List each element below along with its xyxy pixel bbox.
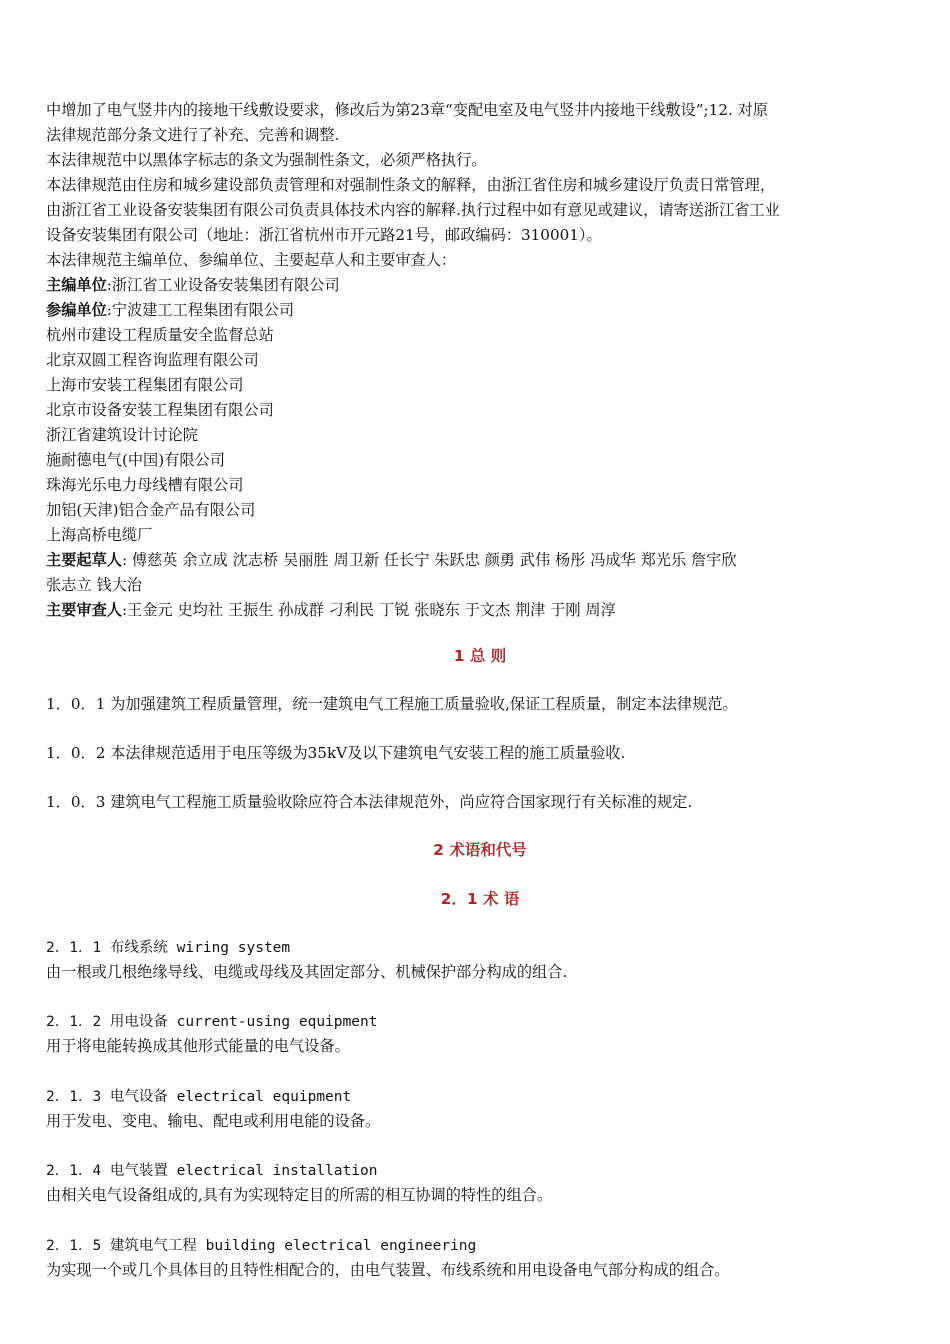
participating-unit: 浙江省建筑设计讨论院 [46,426,198,444]
chief-editor-value: :浙江省工业设备安装集团有限公司 [106,276,340,294]
reviewers-value: :王金元 史均社 王振生 孙成群 刁利民 丁锐 张晓东 于文杰 荆津 于刚 周淳 [121,601,616,619]
clause-1-0-1: 1．0．1 为加强建筑工程质量管理，统一建筑电气工程施工质量验收,保证工程质量，制定本法律规范。 [46,695,738,713]
section-2-1-title: 2．1 术 语 [440,890,520,908]
participating-unit: 北京双圆工程咨询监理有限公司 [46,351,259,369]
participating-unit: 加铝(天津)铝合金产品有限公司 [46,501,256,519]
intro-line: 由浙江省工业设备安装集团有限公司负责具体技术内容的解释.执行过程中如有意见或建议，请寄送浙江省工业 [46,201,780,219]
clause-1-0-3: 1．0．3 建筑电气工程施工质量验收除应符合本法律规范外，尚应符合国家现行有关标准的规定. [46,793,693,811]
intro-line: 本法律规范主编单位、参编单位、主要起草人和主要审查人： [46,251,457,269]
participating-line [46,298,914,323]
term-2-1-4-definition: 由相关电气设备组成的,具有为实现特定目的所需的相互协调的特性的组合。 [46,1186,553,1204]
term-2-1-3-heading: 2．1．3 电气设备 electrical equipment [46,1089,352,1105]
participating-unit: 上海高桥电缆厂 [46,526,153,544]
drafters-line [46,548,914,573]
clause-1-0-2: 1．0．2 本法律规范适用于电压等级为35kV及以下建筑电气安装工程的施工质量验收. [46,744,626,762]
drafters-label: 主要起草人 [46,551,122,569]
term-2-1-4-heading: 2．1．4 电气装置 electrical installation [46,1163,378,1179]
reviewers-line [46,598,914,623]
participating-label: 参编单位 [46,301,107,319]
document-page [46,98,914,1279]
participating-unit: 上海市安装工程集团有限公司 [46,376,244,394]
participating-unit: 施耐德电气(中国)有限公司 [46,451,225,469]
participating-unit: 杭州市建设工程质量安全监督总站 [46,326,274,344]
term-2-1-1-definition: 由一根或几根绝缘导线、电缆或母线及其固定部分、机械保护部分构成的组合. [46,963,568,981]
term-2-1-2-definition: 用于将电能转换成其他形式能量的电气设备。 [46,1037,350,1055]
term-2-1-2-heading: 2．1．2 用电设备 current-using equipment [46,1014,378,1030]
term-2-1-5-definition: 为实现一个或几个具体目的且特性相配合的，由电气装置、布线系统和用电设备电气部分构成的组合。 [46,1261,730,1279]
intro-line: 本法律规范中以黑体字标志的条文为强制性条文，必须严格执行。 [46,151,487,169]
intro-paragraph [46,98,914,273]
intro-line: 本法律规范由住房和城乡建设部负责管理和对强制性条文的解释，由浙江省住房和城乡建设厅负责日常管理， [46,176,775,194]
intro-line: 中增加了电气竖井内的接地干线敷设要求，修改后为第23章“变配电室及电气竖井内接地干线敷设”;12. 对原 [46,101,769,119]
participating-unit: 珠海光乐电力母线槽有限公司 [46,476,244,494]
intro-line: 法律规范部分条文进行了补充、完善和调整. [46,126,340,144]
chapter-2-title: 2 术语和代号 [433,841,527,859]
chief-editor-line [46,273,914,298]
drafters-line-2: 张志立 钱大治 [46,576,142,594]
participating-unit: 北京市设备安装工程集团有限公司 [46,401,274,419]
intro-line: 设备安装集团有限公司（地址：浙江省杭州市开元路21号，邮政编码：310001）。 [46,226,602,244]
chief-editor-label: 主编单位 [46,276,107,294]
chapter-1-title: 1 总 则 [453,647,507,665]
term-2-1-5-heading: 2．1．5 建筑电气工程 building electrical engineering [46,1238,477,1254]
reviewers-label: 主要审查人 [46,601,122,619]
drafters-value: : 傅慈英 余立成 沈志桥 吴丽胜 周卫新 任长宁 朱跃忠 颜勇 武伟 杨彤 冯成华 郑光乐 詹宇欣 [121,551,737,569]
term-2-1-3-definition: 用于发电、变电、输电、配电或利用电能的设备。 [46,1112,381,1130]
term-2-1-1-heading: 2．1．1 布线系统 wiring system [46,940,291,956]
participating-value: :宁波建工工程集团有限公司 [106,301,295,319]
